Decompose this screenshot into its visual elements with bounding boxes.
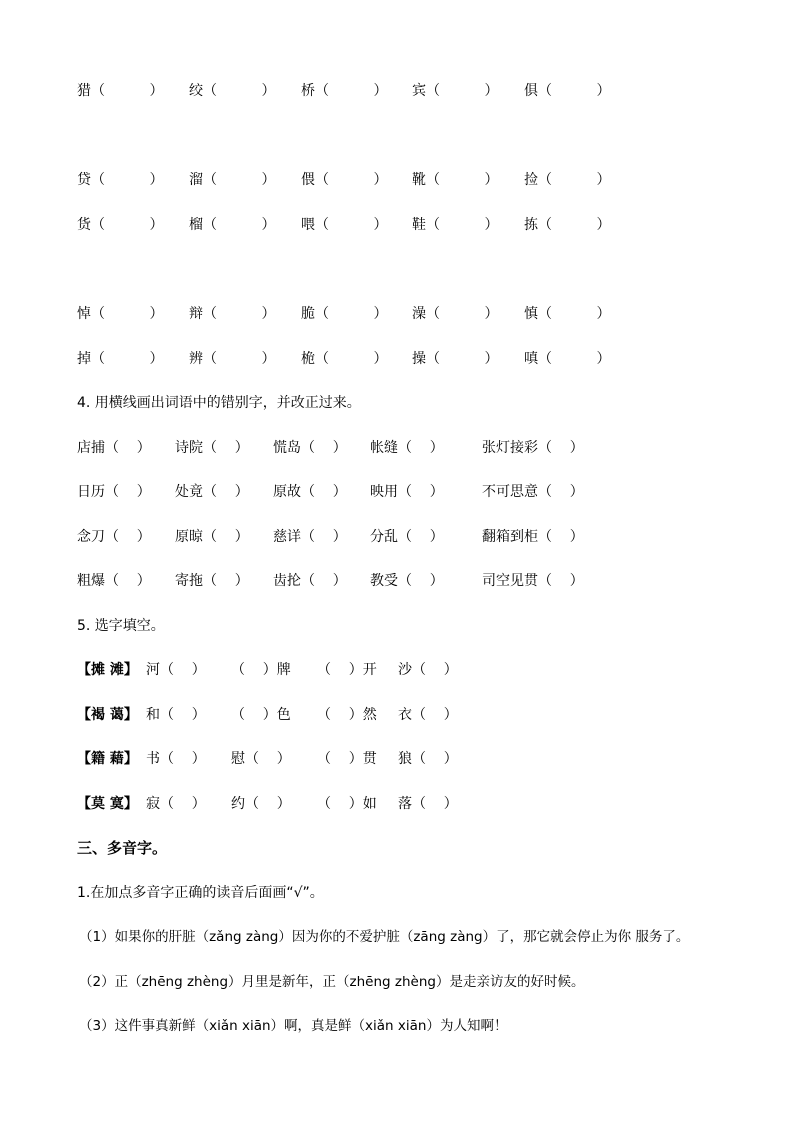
q5-item: （ ）然 — [317, 707, 377, 723]
char-item: 猎（ ） — [77, 83, 164, 99]
char-item: 澡（ ） — [412, 306, 499, 322]
q5-item: 慰（ ） — [231, 751, 291, 767]
q4-row — [0, 527, 794, 547]
q4-item: 映用（ ） — [370, 484, 444, 500]
char-item: 捡（ ） — [524, 172, 611, 188]
char-item: 榴（ ） — [189, 217, 276, 233]
q4-item: 店捕（ ） — [77, 440, 151, 456]
char-item: 脆（ ） — [301, 306, 388, 322]
char-item: 绞（ ） — [189, 83, 276, 99]
char-item: 嗔（ ） — [524, 351, 611, 367]
polyphone-item: （3）这件事真新鲜（xiǎn xiān）啊，真是鲜（xiǎn xiān）为人知啊！ — [79, 1018, 508, 1034]
q5-label: 【摊 滩】 — [77, 662, 138, 678]
q5-item: 河（ ） — [146, 662, 206, 678]
char-item: 辨（ ） — [189, 351, 276, 367]
char-row — [0, 215, 794, 235]
q4-item: 处竟（ ） — [175, 484, 249, 500]
section-instruction: 1.在加点多音字正确的读音后面画“√”。 — [77, 885, 324, 901]
section-heading: 三、多音字。 — [77, 839, 168, 857]
char-row — [0, 304, 794, 324]
q5-item: （ ）牌 — [231, 662, 291, 678]
char-item: 喂（ ） — [301, 217, 388, 233]
q4-item: 慈详（ ） — [273, 529, 347, 545]
char-item: 宾（ ） — [412, 83, 499, 99]
q5-label: 【莫 寞】 — [77, 796, 138, 812]
q5-row — [0, 749, 794, 769]
char-row — [0, 170, 794, 190]
q5-item: 狼（ ） — [398, 751, 458, 767]
q5-label: 【褐 蔼】 — [77, 707, 138, 723]
char-item: 贷（ ） — [77, 172, 164, 188]
char-item: 辩（ ） — [189, 306, 276, 322]
char-item: 拣（ ） — [524, 217, 611, 233]
char-item: 慎（ ） — [524, 306, 611, 322]
char-item: 操（ ） — [412, 351, 499, 367]
char-row — [0, 81, 794, 101]
q5-title: 5. 选字填空。 — [77, 618, 165, 634]
q5-item: （ ）贯 — [317, 751, 377, 767]
q5-item: （ ）如 — [317, 796, 377, 812]
char-item: 溜（ ） — [189, 172, 276, 188]
q5-item: 沙（ ） — [398, 662, 458, 678]
char-item: 桅（ ） — [301, 351, 388, 367]
q5-item: 约（ ） — [231, 796, 291, 812]
q5-item: （ ）开 — [317, 662, 377, 678]
q4-row — [0, 482, 794, 502]
q4-item: 不可思意（ ） — [482, 484, 584, 500]
q4-row — [0, 571, 794, 591]
char-item: 桥（ ） — [301, 83, 388, 99]
polyphone-item: （1）如果你的肝脏（zǎng zàng）因为你的不爱护脏（zāng zàng）了，那它就会停止为你 服务了。 — [79, 929, 690, 945]
q5-row — [0, 705, 794, 725]
char-row — [0, 349, 794, 369]
char-item: 掉（ ） — [77, 351, 164, 367]
q5-row — [0, 794, 794, 814]
q4-row — [0, 438, 794, 458]
char-item: 悼（ ） — [77, 306, 164, 322]
q4-item: 齿抡（ ） — [273, 573, 347, 589]
q4-item: 慌岛（ ） — [273, 440, 347, 456]
q5-item: 和（ ） — [146, 707, 206, 723]
q4-item: 教受（ ） — [370, 573, 444, 589]
char-item: 俱（ ） — [524, 83, 611, 99]
polyphone-item: （2）正（zhēng zhèng）月里是新年，正（zhēng zhèng）是走亲访友的好时候。 — [79, 974, 585, 990]
q5-item: 落（ ） — [398, 796, 458, 812]
q4-item: 原故（ ） — [273, 484, 347, 500]
q4-item: 粗爆（ ） — [77, 573, 151, 589]
q4-item: 原晾（ ） — [175, 529, 249, 545]
q5-item: 寂（ ） — [146, 796, 206, 812]
char-item: 偎（ ） — [301, 172, 388, 188]
q5-item: （ ）色 — [231, 707, 291, 723]
char-item: 鞋（ ） — [412, 217, 499, 233]
q4-item: 日历（ ） — [77, 484, 151, 500]
q4-item: 翻箱到柜（ ） — [482, 529, 584, 545]
q4-item: 帐缝（ ） — [370, 440, 444, 456]
q4-item: 寄拖（ ） — [175, 573, 249, 589]
q5-row — [0, 660, 794, 680]
q4-item: 诗院（ ） — [175, 440, 249, 456]
q5-label: 【籍 藉】 — [77, 751, 138, 767]
q4-item: 分乱（ ） — [370, 529, 444, 545]
q4-item: 司空见贯（ ） — [482, 573, 584, 589]
char-item: 货（ ） — [77, 217, 164, 233]
q4-item: 念刀（ ） — [77, 529, 151, 545]
char-item: 靴（ ） — [412, 172, 499, 188]
q5-item: 衣（ ） — [398, 707, 458, 723]
q4-title: 4. 用横线画出词语中的错别字，并改正过来。 — [77, 395, 361, 411]
q5-item: 书（ ） — [146, 751, 206, 767]
q4-item: 张灯接彩（ ） — [482, 440, 584, 456]
